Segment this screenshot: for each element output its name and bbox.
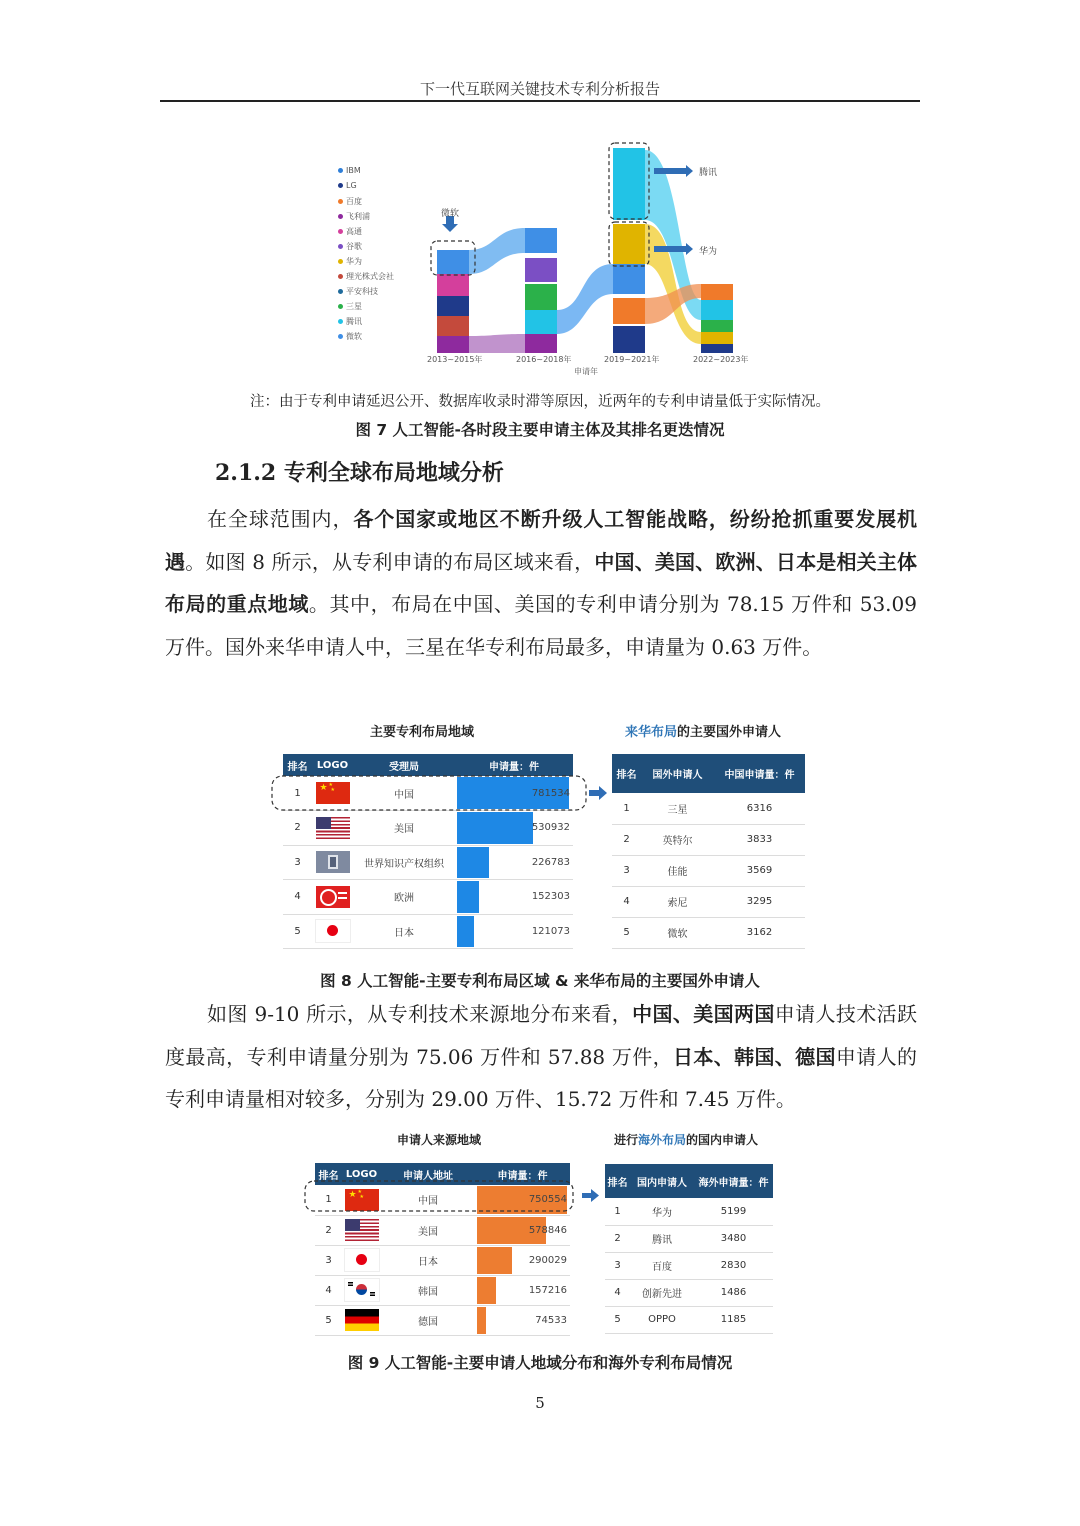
rank-cell: 5: [315, 1305, 342, 1335]
count-cell: [455, 845, 573, 880]
region-cell: 韩国: [381, 1275, 475, 1305]
value-label: 530932: [531, 822, 570, 834]
rank-cell: 1: [283, 776, 312, 811]
wipo-logo-icon: [316, 851, 350, 873]
c2-tengxun: [525, 310, 557, 334]
col-header-office: 受理局: [353, 754, 455, 776]
col-header-applicant: 国内申请人: [630, 1164, 694, 1198]
legend-item: [338, 331, 362, 342]
flow-weiruan-1-2: [469, 228, 525, 274]
c3-huawei: [613, 224, 645, 264]
legend-label: 飞利浦: [346, 212, 370, 221]
c2-weiruan: [525, 228, 557, 253]
applicant-cell: OPPO: [630, 1306, 694, 1333]
c1-feilipu: [437, 336, 469, 353]
logo-cell: [342, 1305, 381, 1335]
count-cell: 1486: [694, 1279, 773, 1306]
col-header-cn-count: 中国申请量：件: [714, 754, 805, 793]
period-4: 2022~2023年: [693, 355, 749, 364]
applicant-cell: 腾讯: [630, 1225, 694, 1252]
period-3: 2019~2021年: [604, 355, 660, 364]
rank-cell: 5: [283, 914, 312, 949]
logo-cell: [312, 811, 353, 846]
legend-swatch: [338, 199, 343, 204]
germany-flag-icon: [345, 1309, 379, 1331]
value-bar: [457, 881, 479, 913]
table-row: [612, 824, 805, 855]
rank-cell: 3: [283, 845, 312, 880]
label-huawei: 华为: [699, 247, 718, 257]
paragraph-2: [165, 993, 917, 1121]
fig8-right-title-highlight: 来华布局: [625, 725, 678, 740]
legend-swatch: [338, 259, 343, 264]
region-cell: 欧洲: [353, 880, 455, 915]
page-header-title: 下一代互联网关键技术专利分析报告: [419, 80, 660, 98]
rank-cell: 4: [605, 1279, 630, 1306]
fig9-highlight-row: [304, 1180, 574, 1212]
rank-cell: 2: [605, 1225, 630, 1252]
count-cell: 3162: [714, 917, 805, 948]
legend-item: [338, 241, 362, 252]
value-label: 121073: [531, 925, 570, 937]
table-row: [283, 914, 573, 949]
label-tengxun: 腾讯: [699, 168, 718, 178]
region-cell: 日本: [381, 1245, 475, 1275]
rank-cell: 3: [612, 855, 641, 886]
legend-swatch: [338, 319, 343, 324]
table-row: [605, 1306, 773, 1333]
legend-label: 三星: [346, 302, 362, 311]
legend-item: [338, 286, 378, 297]
value-label: 74533: [535, 1314, 567, 1326]
applicant-cell: 佳能: [641, 855, 714, 886]
value-label: 750554: [528, 1194, 567, 1206]
legend-label: 理光株式会社: [346, 272, 394, 281]
fig9-right-title-highlight: 海外布局: [638, 1133, 687, 1147]
value-label: 152303: [531, 891, 570, 903]
fig9-right-title-rest: 的国内申请人: [686, 1133, 759, 1147]
col-header-overseas-count: 海外申请量：件: [694, 1164, 773, 1198]
para2-bold-2: 日本、韩国、德国: [672, 1044, 836, 1069]
legend-swatch: [338, 289, 343, 294]
col-header-rank: 排名: [612, 754, 641, 793]
fig8-arrow-icon: [589, 786, 609, 800]
region-cell: 美国: [353, 811, 455, 846]
c1-gaotong: [437, 274, 469, 296]
count-cell: [455, 914, 573, 949]
count-cell: 5199: [694, 1198, 773, 1225]
rank-cell: 4: [283, 880, 312, 915]
count-cell: 3833: [714, 824, 805, 855]
count-cell: 2830: [694, 1252, 773, 1279]
flow-feilipu-1-2: [469, 334, 525, 353]
rank-cell: 2: [315, 1215, 342, 1245]
value-label: 290029: [528, 1254, 567, 1266]
applicant-cell: 华为: [630, 1198, 694, 1225]
legend-item: [338, 316, 362, 327]
value-label: 781534: [531, 787, 570, 799]
legend-label: IBM: [346, 166, 361, 175]
c2-guge: [525, 258, 557, 282]
legend-swatch: [338, 183, 343, 188]
c1-lg: [437, 296, 469, 316]
col-header-applicant: 国外申请人: [641, 754, 714, 793]
count-cell: 3295: [714, 886, 805, 917]
logo-cell: [342, 1215, 381, 1245]
table-row: [283, 845, 573, 880]
flow-weiruan-2-3: [557, 264, 613, 334]
count-cell: 1185: [694, 1306, 773, 1333]
table-row: [612, 855, 805, 886]
c3-weiruan: [613, 264, 645, 294]
legend-swatch: [338, 229, 343, 234]
rank-cell: 4: [612, 886, 641, 917]
value-bar: [457, 847, 489, 879]
c4-lg: [701, 344, 733, 353]
legend-item: [338, 211, 370, 222]
legend-label: LG: [346, 181, 357, 190]
fig8-right-title: [625, 721, 781, 740]
region-cell: 美国: [381, 1215, 475, 1245]
legend-item: [338, 301, 362, 312]
logo-cell: [312, 845, 353, 880]
fig9-arrow-icon: [582, 1189, 600, 1202]
col-header-address: 申请人地址: [381, 1163, 475, 1185]
region-cell: 世界知识产权组织: [353, 845, 455, 880]
fig7-note: 注：由于专利申请延迟公开、数据库收录时滞等原因，近两年的专利申请量低于实际情况。: [250, 394, 830, 410]
rank-cell: 4: [315, 1275, 342, 1305]
legend-label: 百度: [346, 197, 362, 206]
japan-flag-icon: [344, 1248, 380, 1272]
logo-cell: [342, 1275, 381, 1305]
legend-label: 谷歌: [346, 242, 362, 251]
value-bar: [477, 1277, 496, 1304]
value-bar: [457, 916, 474, 948]
rank-cell: 3: [605, 1252, 630, 1279]
legend-label: 华为: [346, 257, 362, 266]
col-header-rank: 排名: [605, 1164, 630, 1198]
table-row: [612, 917, 805, 948]
legend-swatch: [338, 244, 343, 249]
legend-label: 微软: [346, 332, 362, 341]
table-row: [315, 1275, 570, 1305]
count-cell: 6316: [714, 793, 805, 824]
para2-text-3: 申请人的专利申请量相对较多，分别为 29.00 万件、15.72 万件和 7.45 万件。: [165, 1044, 918, 1111]
c3-lg: [613, 326, 645, 353]
rank-cell: 5: [605, 1306, 630, 1333]
col-header-rank: 排名: [283, 754, 312, 776]
value-bar: [477, 1247, 512, 1274]
logo-cell: [342, 1245, 381, 1275]
c1-liguang: [437, 316, 469, 336]
count-cell: [475, 1305, 570, 1335]
count-cell: 3480: [694, 1225, 773, 1252]
fig8-right-title-rest: 的主要国外申请人: [677, 725, 782, 740]
fig9-right-title-pre: 进行: [614, 1133, 639, 1147]
legend-swatch: [338, 274, 343, 279]
applicant-cell: 百度: [630, 1252, 694, 1279]
fig8-highlight-row: [271, 775, 587, 811]
c1-weiruan: [437, 250, 469, 274]
c2-sanxing: [525, 284, 557, 310]
value-label: 157216: [528, 1284, 567, 1296]
value-label: 226783: [531, 856, 570, 868]
count-cell: [455, 811, 573, 846]
logo-cell: [312, 914, 353, 949]
fig8-right-table: [612, 754, 805, 949]
para1-bold-2: 中国、美国、欧洲、日本是相关主体布局的重点地域: [165, 549, 917, 616]
legend-item: [338, 271, 394, 282]
count-cell: [475, 1245, 570, 1275]
fig9-right-title: [614, 1131, 758, 1148]
fig7-xlabel: 申请年: [574, 367, 598, 376]
table-row: [605, 1198, 773, 1225]
table-row: [612, 886, 805, 917]
fig8-caption: 图 8 人工智能-主要专利布局区域 & 来华布局的主要国外申请人: [320, 972, 760, 990]
usa-flag-icon: [316, 817, 350, 839]
para1-bold-1: 各个国家或地区不断升级人工智能战略，纷纷抢抓重要发展机遇: [165, 507, 918, 574]
para1-text-3: 。其中，布局在中国、美国的专利申请分别为 78.15 万件和 53.09 万件。国外来华申请人中，三星在华专利布局最多，申请量为 0.63 万件。: [165, 592, 917, 659]
rank-cell: 5: [612, 917, 641, 948]
table-row: [605, 1279, 773, 1306]
count-cell: [475, 1275, 570, 1305]
fig7-caption: 图 7 人工智能-各时段主要申请主体及其排名更迭情况: [355, 421, 725, 439]
para2-text-1: 如图 9-10 所示，从专利技术来源地分布来看，: [207, 1002, 633, 1026]
korea-flag-icon: [344, 1278, 380, 1302]
fig8-left-title: 主要专利布局地域: [370, 725, 475, 740]
region-cell: 德国: [381, 1305, 475, 1335]
legend-item: [338, 181, 357, 190]
legend-item: [338, 166, 361, 175]
count-cell: [455, 880, 573, 915]
rank-cell: 1: [315, 1185, 342, 1215]
rank-cell: 3: [315, 1245, 342, 1275]
table-row: [605, 1252, 773, 1279]
value-bar: [477, 1307, 486, 1334]
legend-swatch: [338, 214, 343, 219]
para1-text-2: 。如图 8 所示，从专利申请的布局区域来看，: [185, 549, 595, 574]
col-header-count: 申请量：件: [475, 1163, 570, 1185]
table-row: [283, 811, 573, 846]
label-weiruan: 微软: [441, 209, 460, 219]
paragraph-1: [165, 498, 917, 668]
rank-cell: 1: [612, 793, 641, 824]
applicant-cell: 索尼: [641, 886, 714, 917]
page-number: 5: [535, 1394, 545, 1412]
region-cell: 中国: [381, 1185, 475, 1215]
para1-text-1: 在全球范围内，: [207, 507, 354, 531]
col-header-rank: 排名: [315, 1163, 342, 1185]
region-cell: 日本: [353, 914, 455, 949]
table-row: [612, 793, 805, 824]
c4-tengxun: [701, 300, 733, 320]
value-bar: [457, 812, 533, 844]
legend-label: 高通: [346, 227, 362, 236]
china-flag-icon: ★ ★ ★: [316, 782, 350, 804]
fig9-right-table: [605, 1164, 773, 1334]
c3-baidu: [613, 298, 645, 324]
para2-bold-1: 中国、美国两国: [632, 1002, 775, 1026]
table-row: [605, 1225, 773, 1252]
logo-cell: [312, 880, 353, 915]
table-row: [283, 880, 573, 915]
legend-item: [338, 196, 362, 207]
col-header-logo: LOGO: [312, 754, 353, 776]
table-row: [315, 1245, 570, 1275]
applicant-cell: 英特尔: [641, 824, 714, 855]
fig9-caption: 图 9 人工智能-主要申请人地域分布和海外专利布局情况: [347, 1354, 733, 1372]
para2-text-2: 申请人技术活跃度最高，专利申请量分别为 75.06 万件和 57.88 万件，: [165, 1002, 918, 1069]
rank-cell: 1: [605, 1198, 630, 1225]
c4-sanxing: [701, 320, 733, 332]
table-row: [315, 1305, 570, 1335]
legend-label: 平安科技: [346, 287, 378, 296]
applicant-cell: 创新先进: [630, 1279, 694, 1306]
applicant-cell: 微软: [641, 917, 714, 948]
legend-item: [338, 226, 362, 237]
col-header-logo: LOGO: [342, 1163, 381, 1185]
col-header-count: 申请量：件: [455, 754, 573, 776]
count-cell: [475, 1215, 570, 1245]
value-label: 578846: [528, 1224, 567, 1236]
applicant-cell: 三星: [641, 793, 714, 824]
table-row: [315, 1215, 570, 1245]
c4-baidu: [701, 284, 733, 300]
legend-label: 腾讯: [346, 317, 362, 326]
epo-logo-icon: [316, 886, 350, 908]
legend-item: [338, 256, 362, 267]
legend-swatch: [338, 334, 343, 339]
legend-swatch: [338, 168, 343, 173]
legend-swatch: [338, 304, 343, 309]
section-heading: 2.1.2 专利全球布局地域分析: [215, 460, 504, 486]
fig9-left-title: 申请人来源地域: [397, 1133, 482, 1147]
period-1: 2013~2015年: [427, 355, 483, 364]
c2-feilipu: [525, 334, 557, 353]
region-cell: 中国: [353, 776, 455, 811]
count-cell: 3569: [714, 855, 805, 886]
japan-flag-icon: [315, 919, 351, 943]
c3-tengxun: [613, 148, 645, 220]
c4-huawei: [701, 332, 733, 344]
usa-flag-icon: [345, 1219, 379, 1241]
period-2: 2016~2018年: [516, 355, 572, 364]
china-flag-icon: ★ ★ ★: [345, 1189, 379, 1211]
rank-cell: 2: [283, 811, 312, 846]
header-divider: [160, 100, 920, 102]
rank-cell: 2: [612, 824, 641, 855]
